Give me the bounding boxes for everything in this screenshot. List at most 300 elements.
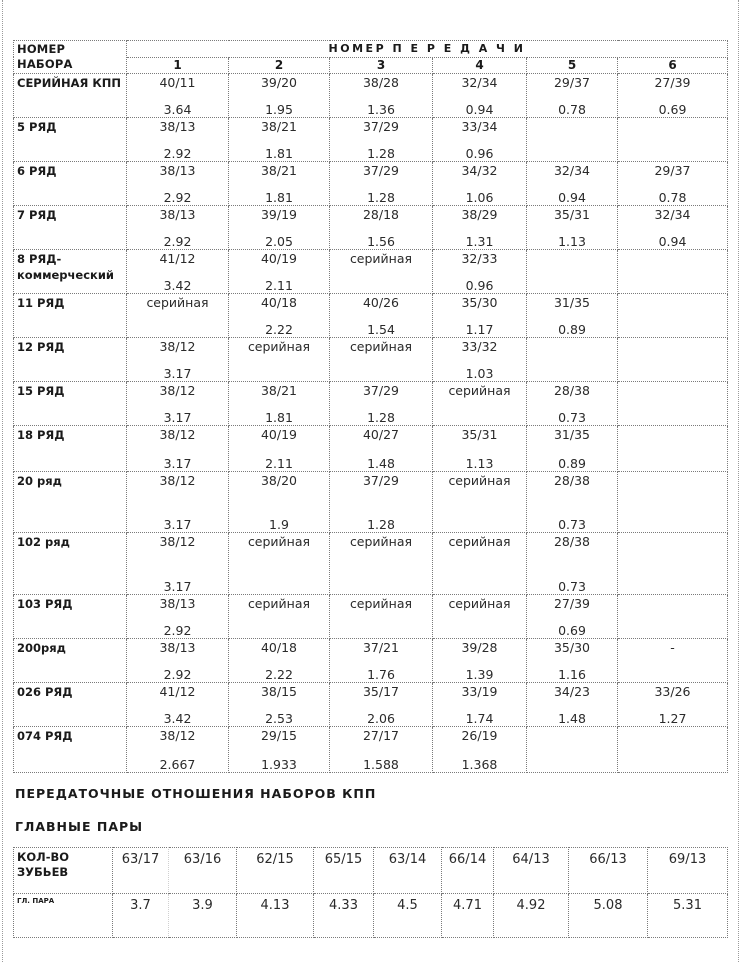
set-name: 026 РЯД	[14, 683, 127, 727]
teeth-ratio: 32/34	[461, 75, 498, 90]
set-row	[14, 595, 728, 639]
gear-ratio-value: 0.73	[558, 410, 586, 425]
gear-ratio-value: 1.03	[465, 366, 494, 381]
gear-cell	[127, 206, 229, 250]
gear-cell	[127, 683, 229, 727]
teeth-ratio	[618, 338, 727, 339]
gear-ratio-value: 1.81	[265, 190, 293, 205]
gear-cell	[330, 294, 433, 338]
gear-ratio-value: 0.89	[558, 456, 586, 471]
set-name: 103 РЯД	[14, 595, 127, 639]
teeth-ratio	[618, 727, 727, 728]
teeth-ratio: 35/17	[362, 684, 400, 699]
gear-cell	[618, 338, 728, 382]
gear-cell	[127, 162, 229, 206]
gear-cell	[433, 639, 527, 683]
pair-ratio-cell: 3.9	[169, 894, 237, 938]
teeth-ratio: 41/12	[159, 684, 196, 699]
teeth-ratio: 37/21	[362, 640, 400, 655]
section-heading-main-pairs: ГЛАВНЫЕ ПАРЫ	[15, 819, 144, 834]
gear-cell	[433, 162, 527, 206]
teeth-ratio: серийная	[349, 339, 413, 354]
teeth-ratio: 33/34	[461, 119, 498, 134]
gear-cell	[527, 595, 618, 639]
gear-ratio-value: 1.13	[465, 456, 494, 471]
gear-ratio-value: 0.73	[558, 517, 586, 532]
gear-ratio-value: 1.9	[269, 517, 289, 532]
gear-cell	[433, 727, 527, 773]
gear-header: 4	[433, 57, 527, 74]
gear-ratio-value: 3.17	[163, 410, 192, 425]
pair-teeth-cell: 63/17	[113, 848, 169, 894]
teeth-ratio: 35/31	[553, 207, 591, 222]
teeth-ratio: 41/12	[159, 251, 196, 266]
gear-cell	[330, 472, 433, 533]
gear-cell	[330, 382, 433, 426]
gear-ratio-value: 1.48	[558, 711, 586, 726]
gear-cell	[330, 206, 433, 250]
gear-header: 2	[229, 57, 330, 74]
gear-ratio-value: 1.81	[265, 410, 293, 425]
set-name: 8 РЯД-коммерческий	[14, 250, 127, 294]
gear-cell	[433, 250, 527, 294]
set-row	[14, 294, 728, 338]
teeth-ratio: 38/13	[159, 119, 196, 134]
teeth-ratio: серийная	[448, 596, 511, 611]
gear-cell	[433, 294, 527, 338]
gear-ratio-value: 1.31	[465, 234, 494, 249]
teeth-ratio: серийная	[247, 534, 311, 549]
gear-cell	[618, 683, 728, 727]
teeth-ratio: 27/39	[553, 596, 591, 611]
set-row	[14, 74, 728, 118]
header-set-number: НОМЕР НАБОРА	[14, 41, 127, 74]
gear-cell	[527, 639, 618, 683]
gear-ratio-value: 1.368	[461, 757, 498, 772]
gear-ratio-value: 2.92	[163, 623, 192, 638]
teeth-ratio: 39/28	[461, 640, 498, 655]
pair-teeth-cell: 63/16	[169, 848, 237, 894]
gear-cell	[330, 118, 433, 162]
gear-ratio-value: 3.17	[163, 456, 192, 471]
gear-ratio-value: 2.06	[367, 711, 395, 726]
gear-cell	[229, 472, 330, 533]
teeth-ratio: 26/19	[461, 728, 498, 743]
set-name: 11 РЯД	[14, 294, 127, 338]
gear-cell	[527, 74, 618, 118]
gear-ratio-value: 3.17	[163, 366, 192, 381]
gear-cell	[229, 118, 330, 162]
pair-teeth-cell: 62/15	[237, 848, 314, 894]
gear-cell	[330, 162, 433, 206]
set-name: 15 РЯД	[14, 382, 127, 426]
gear-cell	[618, 533, 728, 595]
gear-ratio-value: 3.17	[163, 517, 192, 532]
teeth-ratio: 38/21	[260, 119, 298, 134]
pair-ratio-cell: 4.5	[374, 894, 442, 938]
teeth-ratio	[618, 472, 727, 473]
gear-cell	[527, 533, 618, 595]
gear-cell	[127, 294, 229, 338]
teeth-ratio: 33/26	[654, 684, 691, 699]
teeth-ratio: 39/20	[260, 75, 298, 90]
teeth-ratio: серийная	[448, 473, 511, 488]
set-name: СЕРИЙНАЯ КПП	[14, 74, 127, 118]
teeth-ratio: 38/13	[159, 640, 196, 655]
gear-ratio-value: 2.22	[265, 667, 293, 682]
teeth-ratio	[618, 250, 727, 251]
gear-cell	[527, 162, 618, 206]
gear-ratio-value: 0.78	[658, 190, 687, 205]
gear-cell	[127, 382, 229, 426]
gear-cell	[229, 533, 330, 595]
gear-cell	[330, 639, 433, 683]
gear-ratio-value: 1.17	[465, 322, 494, 337]
gear-ratio-value: 0.94	[658, 234, 687, 249]
gear-cell	[330, 250, 433, 294]
gear-ratio-value: 2.92	[163, 234, 192, 249]
gear-cell	[433, 683, 527, 727]
gear-cell	[527, 727, 618, 773]
set-name: 6 РЯД	[14, 162, 127, 206]
set-name: 5 РЯД	[14, 118, 127, 162]
gear-cell	[127, 472, 229, 533]
gear-cell	[433, 595, 527, 639]
gear-ratio-value: 1.54	[367, 322, 395, 337]
gear-ratio-table	[13, 40, 728, 773]
gear-ratio-value: 3.17	[163, 579, 192, 594]
gear-cell	[330, 74, 433, 118]
teeth-ratio: 33/19	[461, 684, 498, 699]
teeth-ratio: 40/26	[362, 295, 400, 310]
teeth-ratio: 38/20	[260, 473, 298, 488]
gear-cell	[229, 338, 330, 382]
set-row	[14, 727, 728, 773]
teeth-ratio	[527, 338, 617, 339]
teeth-ratio: 37/29	[362, 473, 400, 488]
teeth-ratio: 39/19	[260, 207, 298, 222]
set-name: 074 РЯД	[14, 727, 127, 773]
gear-ratio-value: 1.13	[558, 234, 586, 249]
teeth-ratio: серийная	[349, 251, 413, 266]
gear-header: 1	[127, 57, 229, 74]
gear-ratio-value: 2.22	[265, 322, 293, 337]
set-name: 7 РЯД	[14, 206, 127, 250]
teeth-ratio: 28/18	[362, 207, 400, 222]
gear-cell	[618, 118, 728, 162]
gear-ratio-value: 1.76	[367, 667, 395, 682]
teeth-ratio: 38/21	[260, 163, 298, 178]
gear-cell	[433, 74, 527, 118]
gear-ratio-value: 0.73	[558, 579, 586, 594]
set-name: 20 ряд	[14, 472, 127, 533]
gear-ratio-value: 1.28	[367, 146, 395, 161]
header-row	[14, 41, 728, 58]
teeth-ratio: 37/29	[362, 383, 400, 398]
gear-ratio-value: 0.94	[558, 190, 586, 205]
gear-cell	[229, 206, 330, 250]
teeth-ratio: серийная	[247, 339, 311, 354]
teeth-ratio: 29/37	[654, 163, 691, 178]
gear-ratio-value: 1.06	[465, 190, 494, 205]
gear-cell	[229, 595, 330, 639]
gear-ratio-value: 0.69	[558, 623, 586, 638]
gear-cell	[527, 294, 618, 338]
teeth-ratio: 37/29	[362, 119, 400, 134]
teeth-ratio: 38/28	[362, 75, 400, 90]
teeth-ratio	[618, 382, 727, 383]
gear-cell	[618, 595, 728, 639]
teeth-ratio: 38/21	[260, 383, 298, 398]
teeth-ratio: 35/30	[461, 295, 498, 310]
gear-cell	[330, 595, 433, 639]
pair-teeth-cell: 69/13	[648, 848, 728, 894]
gear-ratio-value: 2.667	[159, 757, 196, 772]
teeth-ratio: 38/13	[159, 163, 196, 178]
gear-cell	[330, 533, 433, 595]
gear-ratio-value: 2.05	[265, 234, 293, 249]
gear-ratio-value: 0.78	[558, 102, 586, 117]
teeth-ratio: 28/38	[553, 383, 591, 398]
teeth-ratio: 32/34	[553, 163, 591, 178]
gear-ratio-value: 3.42	[163, 711, 192, 726]
gear-cell	[127, 426, 229, 472]
gear-cell	[527, 472, 618, 533]
teeth-ratio: серийная	[448, 534, 511, 549]
set-name: 18 РЯД	[14, 426, 127, 472]
teeth-ratio: 40/19	[260, 427, 298, 442]
gear-ratio-value: 2.92	[163, 190, 192, 205]
gear-ratio-value: 1.48	[367, 456, 395, 471]
pair-ratio-cell: 4.33	[314, 894, 374, 938]
section-heading-ratios: ПЕРЕДАТОЧНЫЕ ОТНОШЕНИЯ НАБОРОВ КПП	[15, 786, 377, 801]
teeth-ratio: 38/29	[461, 207, 498, 222]
main-pair-label: ГЛ. ПАРА	[14, 894, 113, 938]
teeth-ratio: 35/31	[461, 427, 498, 442]
gear-ratio-value: 3.42	[163, 278, 192, 293]
gear-ratio-value: 1.74	[465, 711, 494, 726]
gear-cell	[433, 338, 527, 382]
set-row	[14, 118, 728, 162]
header-gear-number: НОМЕР П Е Р Е Д А Ч И	[127, 41, 728, 58]
gear-cell	[527, 206, 618, 250]
teeth-ratio: 29/15	[260, 728, 298, 743]
teeth-ratio: 34/23	[553, 684, 591, 699]
set-row	[14, 162, 728, 206]
gear-ratio-value: 0.94	[465, 102, 494, 117]
teeth-ratio: 27/17	[362, 728, 400, 743]
teeth-ratio: 37/29	[362, 163, 400, 178]
gear-ratio-value: 2.92	[163, 146, 192, 161]
gear-cell	[330, 338, 433, 382]
teeth-ratio: 33/32	[461, 339, 498, 354]
gear-ratio-value: 1.588	[363, 757, 399, 772]
page-edge-right	[738, 0, 739, 962]
ratio-row	[14, 894, 728, 938]
set-row	[14, 382, 728, 426]
gear-ratio-value: 0.96	[465, 278, 494, 293]
gear-cell	[433, 206, 527, 250]
teeth-ratio: серийная	[349, 596, 413, 611]
gear-cell	[618, 727, 728, 773]
gear-ratio-value: 1.81	[265, 146, 293, 161]
teeth-ratio: 32/34	[654, 207, 691, 222]
gear-ratio-value: 0.69	[658, 102, 687, 117]
gear-cell	[229, 294, 330, 338]
gear-cell	[127, 639, 229, 683]
teeth-ratio: 40/18	[260, 295, 298, 310]
gear-header: 3	[330, 57, 433, 74]
gear-ratio-value: 2.11	[265, 456, 293, 471]
teeth-ratio: серийная	[146, 295, 209, 310]
teeth-ratio: 35/30	[553, 640, 591, 655]
gear-cell	[433, 472, 527, 533]
gear-ratio-value: 1.933	[261, 757, 297, 772]
gear-cell	[527, 683, 618, 727]
teeth-ratio: -	[670, 640, 675, 655]
gear-cell	[229, 727, 330, 773]
set-row	[14, 533, 728, 595]
gear-cell	[618, 162, 728, 206]
teeth-ratio	[618, 426, 727, 427]
teeth-ratio: 40/18	[260, 640, 298, 655]
teeth-count-label: КОЛ-ВО ЗУБЬЕВ	[14, 848, 113, 894]
gear-cell	[229, 683, 330, 727]
gear-cell	[433, 426, 527, 472]
gear-ratio-value: 1.56	[367, 234, 395, 249]
teeth-ratio: 27/39	[654, 75, 691, 90]
teeth-ratio	[527, 727, 617, 728]
gear-cell	[618, 250, 728, 294]
set-row	[14, 338, 728, 382]
gear-ratio-value: 0.89	[558, 322, 586, 337]
gear-cell	[433, 382, 527, 426]
pair-ratio-cell: 5.31	[648, 894, 728, 938]
gear-header: 6	[618, 57, 728, 74]
gear-cell	[527, 338, 618, 382]
teeth-ratio	[618, 533, 727, 534]
teeth-row	[14, 848, 728, 894]
gear-cell	[127, 118, 229, 162]
pair-ratio-cell: 5.08	[569, 894, 648, 938]
gear-cell	[229, 426, 330, 472]
pair-teeth-cell: 63/14	[374, 848, 442, 894]
gear-cell	[618, 206, 728, 250]
teeth-ratio: 38/12	[159, 473, 196, 488]
gear-ratio-value: 1.28	[367, 190, 395, 205]
gear-cell	[618, 426, 728, 472]
pair-teeth-cell: 65/15	[314, 848, 374, 894]
gear-cell	[229, 74, 330, 118]
gear-cell	[330, 426, 433, 472]
teeth-ratio: 38/13	[159, 207, 196, 222]
teeth-ratio: 38/13	[159, 596, 196, 611]
set-row	[14, 206, 728, 250]
gear-cell	[229, 250, 330, 294]
pair-ratio-cell: 3.7	[113, 894, 169, 938]
teeth-ratio: 38/12	[159, 339, 196, 354]
teeth-ratio: 32/33	[461, 251, 498, 266]
teeth-ratio	[618, 118, 727, 119]
gear-cell	[229, 162, 330, 206]
teeth-ratio: 38/12	[159, 534, 196, 549]
teeth-ratio: 38/12	[159, 427, 196, 442]
teeth-ratio: 40/27	[362, 427, 400, 442]
set-row	[14, 639, 728, 683]
gear-ratio-value: 1.36	[367, 102, 395, 117]
teeth-ratio	[618, 595, 727, 596]
set-row	[14, 426, 728, 472]
gear-cell	[433, 118, 527, 162]
gear-ratio-value: 2.11	[265, 278, 293, 293]
gear-cell	[127, 74, 229, 118]
teeth-ratio: 38/12	[159, 383, 196, 398]
gear-ratio-value: 1.27	[658, 711, 687, 726]
gear-cell	[330, 683, 433, 727]
gear-ratio-value: 1.39	[465, 667, 494, 682]
gear-ratio-value: 1.16	[558, 667, 586, 682]
set-name: 102 ряд	[14, 533, 127, 595]
gear-cell	[618, 74, 728, 118]
gear-cell	[618, 294, 728, 338]
pair-teeth-cell: 66/14	[442, 848, 494, 894]
pair-teeth-cell: 66/13	[569, 848, 648, 894]
gear-header: 5	[527, 57, 618, 74]
pair-teeth-cell: 64/13	[494, 848, 569, 894]
teeth-ratio: серийная	[349, 534, 413, 549]
gear-ratio-value: 3.64	[163, 102, 192, 117]
teeth-ratio	[527, 250, 617, 251]
teeth-ratio: 28/38	[553, 534, 591, 549]
set-name: 12 РЯД	[14, 338, 127, 382]
teeth-ratio: 38/12	[159, 728, 196, 743]
gear-ratio-value: 2.53	[265, 711, 293, 726]
gear-cell	[127, 727, 229, 773]
gear-cell	[527, 250, 618, 294]
teeth-ratio	[618, 294, 727, 295]
gear-cell	[618, 639, 728, 683]
teeth-ratio: 34/32	[461, 163, 498, 178]
gear-ratio-value: 1.28	[367, 410, 395, 425]
pair-ratio-cell: 4.92	[494, 894, 569, 938]
gear-cell	[229, 382, 330, 426]
gear-cell	[127, 533, 229, 595]
gear-cell	[527, 382, 618, 426]
gear-cell	[127, 338, 229, 382]
teeth-ratio: 38/15	[260, 684, 298, 699]
gear-cell	[229, 639, 330, 683]
gear-cell	[527, 426, 618, 472]
gear-ratio-value: 1.95	[265, 102, 293, 117]
gear-cell	[330, 727, 433, 773]
gear-cell	[618, 382, 728, 426]
gear-cell	[433, 533, 527, 595]
set-row	[14, 683, 728, 727]
pair-ratio-cell: 4.13	[237, 894, 314, 938]
gear-ratio-value: 0.96	[465, 146, 494, 161]
gear-ratio-value: 2.92	[163, 667, 192, 682]
teeth-ratio: серийная	[448, 383, 511, 398]
gear-cell	[618, 472, 728, 533]
teeth-ratio: серийная	[247, 596, 311, 611]
set-name: 200ряд	[14, 639, 127, 683]
page-edge-left	[2, 0, 3, 962]
teeth-ratio: 40/11	[159, 75, 196, 90]
set-row	[14, 250, 728, 294]
teeth-ratio: 31/35	[553, 427, 591, 442]
teeth-ratio: 28/38	[553, 473, 591, 488]
gear-cell	[127, 595, 229, 639]
